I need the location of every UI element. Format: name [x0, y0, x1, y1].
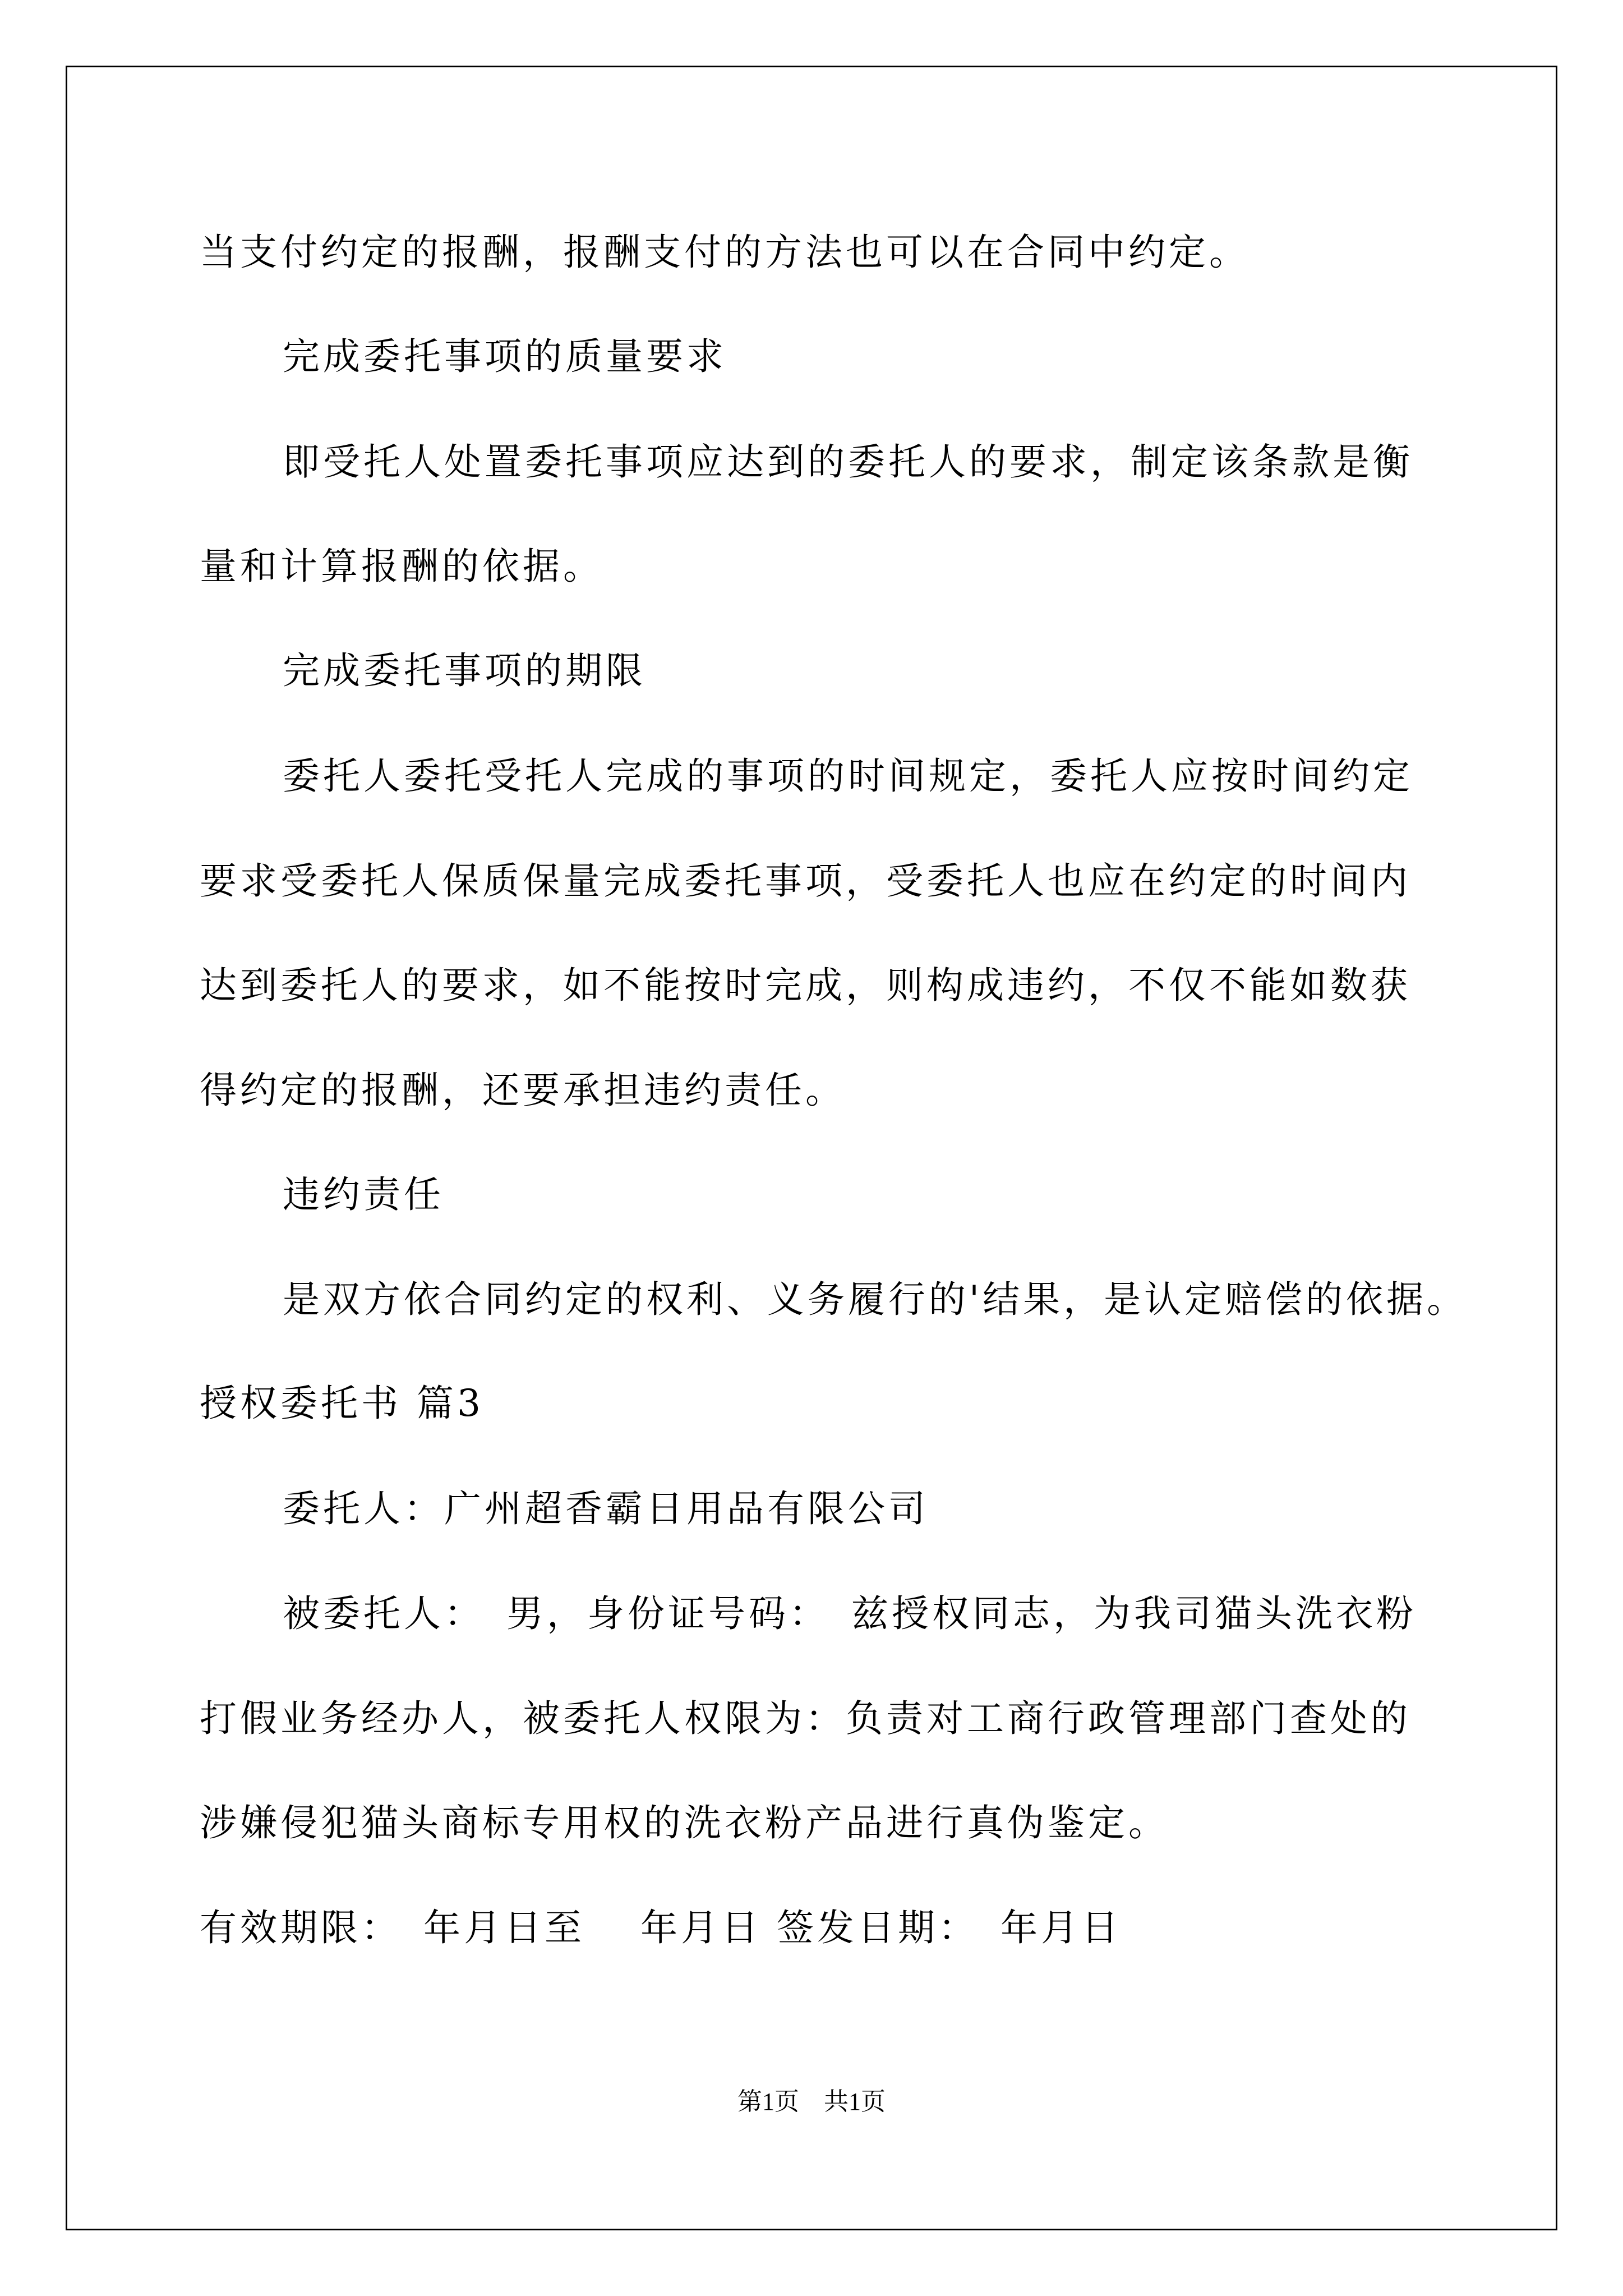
paragraph-line: 委托人委托受托人完成的事项的时间规定，委托人应按时间约定: [283, 754, 1413, 798]
validity-line: 有效期限： 年月日至 年月日 签发日期： 年月日: [200, 1906, 1122, 1949]
paragraph-line: 即受托人处置委托事项应达到的委托人的要求，制定该条款是衡: [283, 440, 1413, 484]
paragraph-line: 当支付约定的报酬，报酬支付的方法也可以在合同中约定。: [200, 231, 1249, 274]
section-heading: 完成委托事项的期限: [283, 649, 646, 692]
section-heading: 违约责任: [283, 1173, 444, 1216]
paragraph-line: 量和计算报酬的依据。: [200, 545, 603, 588]
page-footer: 第1页 共1页: [737, 2088, 886, 2115]
paragraph-line: 得约定的报酬，还要承担违约责任。: [200, 1069, 846, 1112]
principal-line: 委托人：广州超香霸日用品有限公司: [283, 1487, 929, 1530]
paragraph-line: 打假业务经办人，被委托人权限为：负责对工商行政管理部门查处的: [200, 1697, 1411, 1740]
paragraph-line: 是双方依合同约定的权利、义务履行的'结果，是认定赔偿的依据。: [283, 1278, 1468, 1321]
paragraph-line: 达到委托人的要求，如不能按时完成，则构成违约，不仅不能如数获: [200, 964, 1411, 1007]
section-heading: 完成委托事项的质量要求: [283, 335, 727, 378]
paragraph-line: 被委托人： 男，身份证号码： 兹授权同志，为我司猫头洗衣粉: [283, 1592, 1417, 1635]
document-title: 授权委托书 篇3: [200, 1382, 484, 1425]
paragraph-line: 要求受委托人保质保量完成委托事项，受委托人也应在约定的时间内: [200, 859, 1411, 903]
paragraph-line: 涉嫌侵犯猫头商标专用权的洗衣粉产品进行真伪鉴定。: [200, 1801, 1169, 1844]
